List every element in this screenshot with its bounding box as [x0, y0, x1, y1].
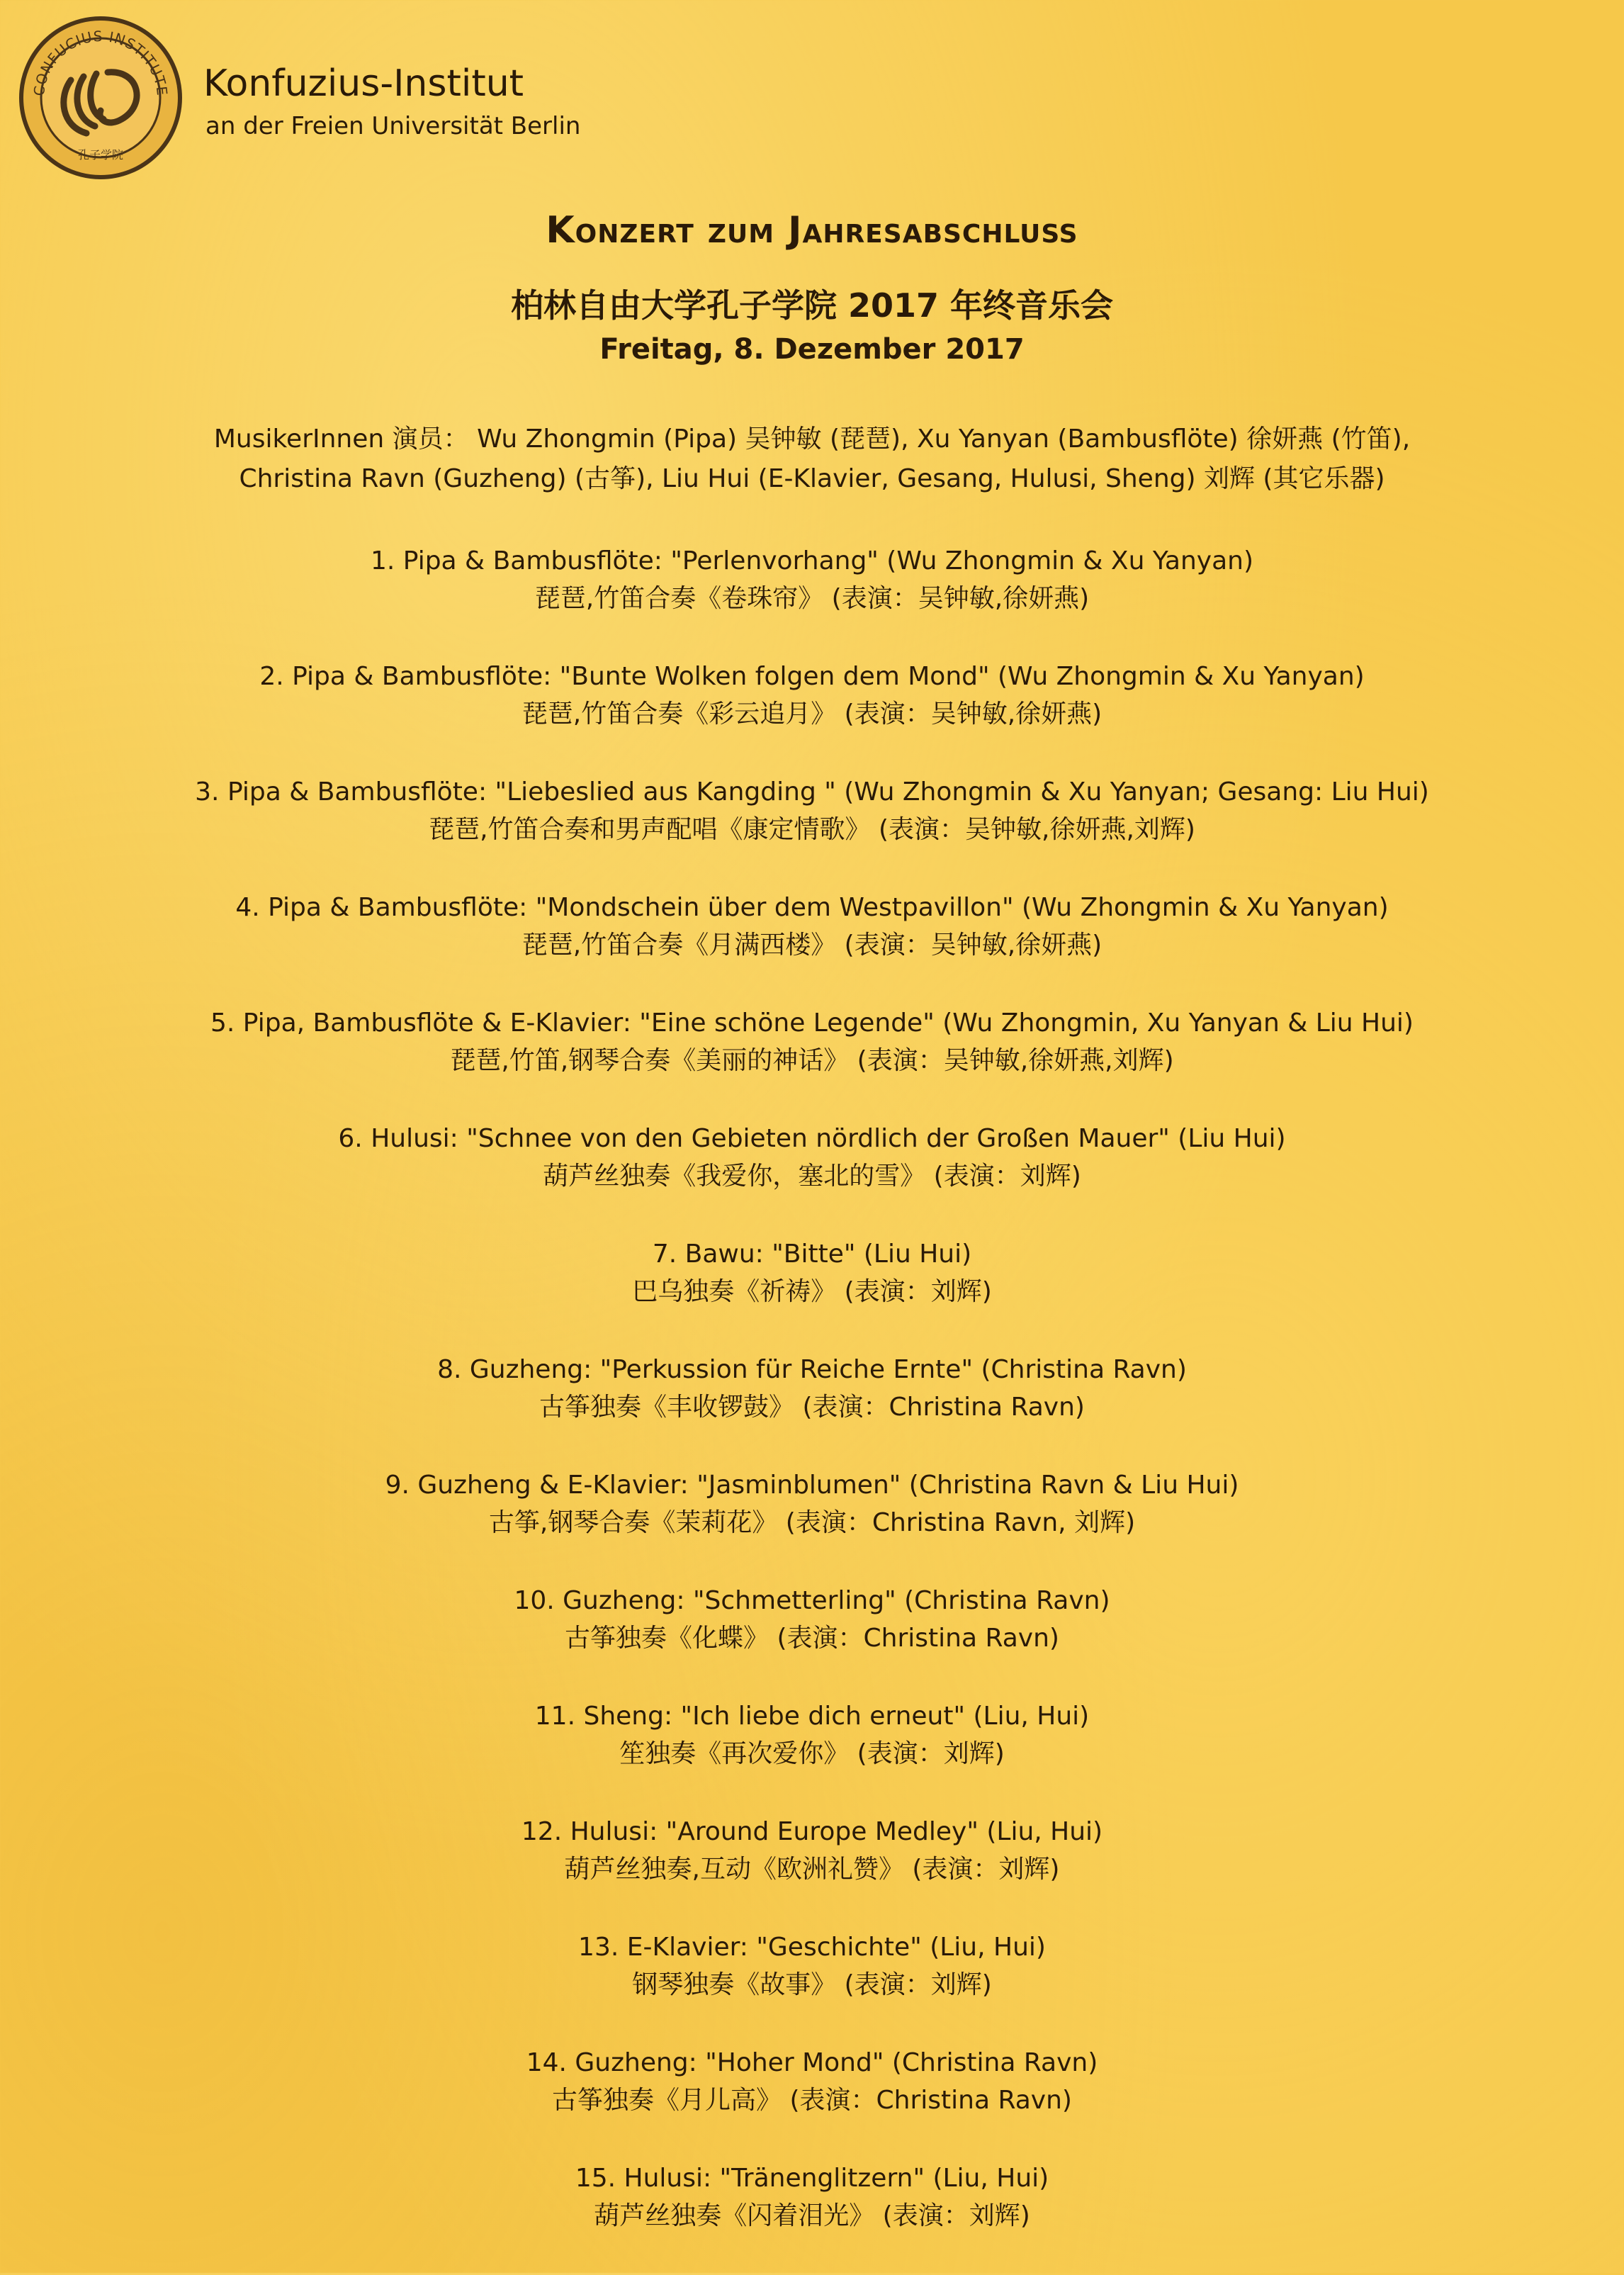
program-item-german: 7. Bawu: "Bitte" (Liu Hui) — [652, 1240, 972, 1269]
institute-name: Konfuzius-Institut — [203, 62, 524, 105]
program-item — [0, 1928, 1624, 2044]
program-item — [0, 542, 1624, 658]
program-item — [0, 1120, 1624, 1235]
program-item-german: 14. Guzheng: "Hoher Mond" (Christina Ravn) — [526, 2048, 1098, 2077]
program-item — [0, 1582, 1624, 1697]
program-item-german: 9. Guzheng & E-Klavier: "Jasminblumen" (Christina Ravn & Liu Hui) — [385, 1471, 1239, 1500]
program-item — [0, 1004, 1624, 1120]
logo-ring-text: CONFUCIUS INSTITUTE — [30, 27, 171, 97]
program-item — [0, 1235, 1624, 1351]
program-item — [0, 2159, 1624, 2275]
concert-title-chinese: 柏林自由大学孔子学院 2017 年终音乐会 — [510, 286, 1114, 325]
institute-subtitle: an der Freien Universität Berlin — [205, 112, 581, 140]
program-item-german: 3. Pipa & Bambusflöte: "Liebeslied aus Kangding " (Wu Zhongmin & Xu Yanyan; Gesang: Liu Hui) — [195, 777, 1429, 807]
program-item-chinese: 古筝独奏《丰收锣鼓》 (表演：Christina Ravn) — [539, 1393, 1085, 1422]
program-item-german: 10. Guzheng: "Schmetterling" (Christina Ravn) — [514, 1586, 1110, 1615]
header — [16, 13, 597, 183]
program-item-chinese: 葫芦丝独奏《闪着泪光》 (表演：刘辉) — [594, 2201, 1030, 2230]
program-item-chinese: 琵琶,竹笛合奏《彩云追月》 (表演：吴钟敏,徐妍燕) — [521, 700, 1103, 729]
program-item-chinese: 葫芦丝独奏,互动《欧洲礼赞》 (表演：刘辉) — [564, 1855, 1060, 1884]
program-item — [0, 1466, 1624, 1582]
program-item-chinese: 葫芦丝独奏《我爱你，塞北的雪》 (表演：刘辉) — [543, 1162, 1081, 1191]
logo-bottom-text: 孔子学院 — [77, 148, 124, 162]
program-item-german: 8. Guzheng: "Perkussion für Reiche Ernte" (Christina Ravn) — [437, 1355, 1187, 1384]
program-item — [0, 658, 1624, 773]
program-item — [0, 2044, 1624, 2159]
program-item — [0, 773, 1624, 889]
concert-title-german: Konzert zum Jahresabschluss — [546, 209, 1078, 252]
program-item-chinese: 琵琶,竹笛合奏《月满西楼》 (表演：吴钟敏,徐妍燕) — [521, 931, 1103, 960]
program-item-german: 6. Hulusi: "Schnee von den Gebieten nördlich der Großen Mauer" (Liu Hui) — [338, 1124, 1286, 1153]
program-item-german: 2. Pipa & Bambusflöte: "Bunte Wolken folgen dem Mond" (Wu Zhongmin & Xu Yanyan) — [259, 662, 1365, 691]
program-item-chinese: 笙独奏《再次爱你》 (表演：刘辉) — [619, 1739, 1005, 1768]
program-item — [0, 1813, 1624, 1928]
program-item-chinese: 巴乌独奏《祈祷》 (表演：刘辉) — [632, 1277, 992, 1306]
program-item-german: 11. Sheng: "Ich liebe dich erneut" (Liu, Hui) — [534, 1702, 1090, 1731]
program-item-chinese: 琵琶,竹笛合奏和男声配唱《康定情歌》 (表演：吴钟敏,徐妍燕,刘辉) — [429, 815, 1195, 844]
program-item-german: 15. Hulusi: "Tränenglitzern" (Liu, Hui) — [575, 2164, 1049, 2193]
program-item-chinese: 古筝独奏《化蝶》 (表演：Christina Ravn) — [565, 1624, 1059, 1653]
program-item-chinese: 钢琴独奏《故事》 (表演：刘辉) — [632, 1970, 992, 1999]
logo-seal-icon — [16, 13, 186, 183]
concert-date: Freitag, 8. Dezember 2017 — [599, 333, 1025, 366]
program-item-german: 13. E-Klavier: "Geschichte" (Liu, Hui) — [578, 1933, 1046, 1962]
program-item-german: 12. Hulusi: "Around Europe Medley" (Liu, Hui) — [521, 1817, 1103, 1846]
program-item — [0, 889, 1624, 1004]
confucius-institute-logo — [16, 13, 186, 183]
musicians-line-1: MusikerInnen 演员： Wu Zhongmin (Pipa) 吴钟敏 (琵琶), Xu Yanyan (Bambusflöte) 徐妍燕 (竹笛), — [213, 425, 1411, 454]
program-item-german: 1. Pipa & Bambusflöte: "Perlenvorhang" (Wu Zhongmin & Xu Yanyan) — [370, 546, 1253, 575]
program-item-chinese: 琵琶,竹笛合奏《卷珠帘》 (表演：吴钟敏,徐妍燕) — [534, 584, 1090, 613]
program-item — [0, 1351, 1624, 1466]
program-item — [0, 1697, 1624, 1813]
program-item-chinese: 琵琶,竹笛,钢琴合奏《美丽的神话》 (表演：吴钟敏,徐妍燕,刘辉) — [450, 1046, 1174, 1075]
program-item-german: 4. Pipa & Bambusflöte: "Mondschein über dem Westpavillon" (Wu Zhongmin & Xu Yanyan) — [235, 893, 1389, 922]
musicians-line-2: Christina Ravn (Guzheng) (古筝), Liu Hui (E-Klavier, Gesang, Hulusi, Sheng) 刘辉 (其它乐器) — [239, 464, 1385, 493]
program-list — [0, 542, 1624, 2275]
musicians-list — [0, 420, 1624, 499]
program-item-german: 5. Pipa, Bambusflöte & E-Klavier: "Eine schöne Legende" (Wu Zhongmin, Xu Yanyan & Liu Hui) — [210, 1009, 1414, 1038]
program-item-chinese: 古筝,钢琴合奏《茉莉花》 (表演：Christina Ravn, 刘辉) — [488, 1508, 1136, 1537]
program-item-chinese: 古筝独奏《月儿高》 (表演：Christina Ravn) — [552, 2086, 1072, 2115]
